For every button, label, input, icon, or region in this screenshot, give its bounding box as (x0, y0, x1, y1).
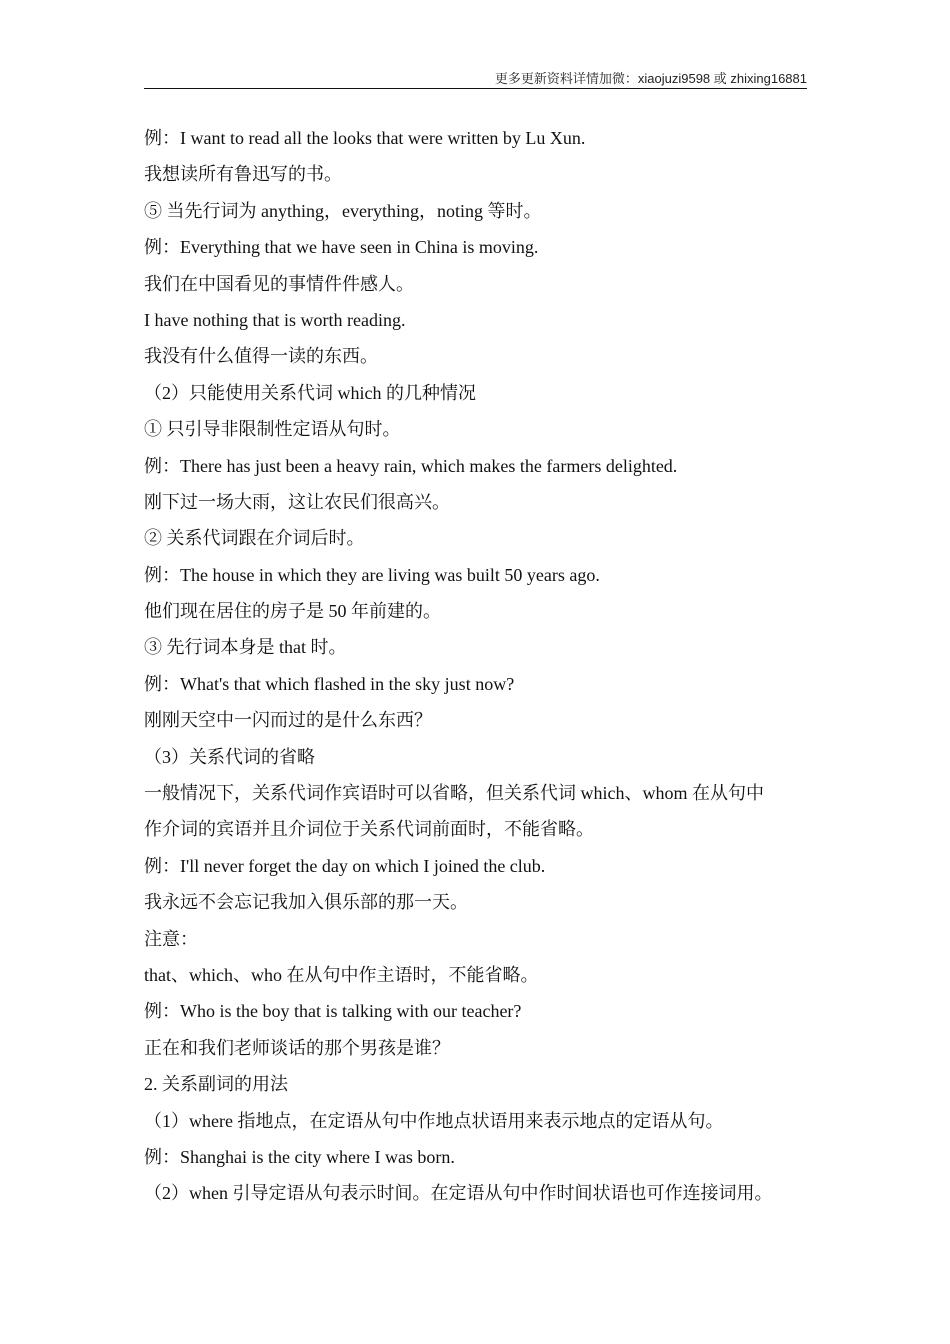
text-line: 例：Everything that we have seen in China is moving. (144, 237, 539, 258)
text-line: （2）when 引导定语从句表示时间。在定语从句中作时间状语也可作连接词用。 (144, 1183, 773, 1204)
text-line: 我想读所有鲁迅写的书。 (144, 164, 342, 185)
text-line: 例：There has just been a heavy rain, which makes the farmers delighted. (144, 455, 678, 476)
text-line: 例：I want to read all the looks that were written by Lu Xun. (144, 128, 586, 148)
text-line: 作介词的宾语并且介词位于关系代词前面时，不能省略。 (144, 819, 594, 840)
text-line: ③ 先行词本身是 that 时。 (144, 637, 347, 658)
header-text: 更多更新资料详情加微：xiaojuzi9598 或 zhixing16881 (494, 71, 807, 86)
text-line: ② 关系代词跟在介词后时。 (144, 528, 365, 549)
text-line: 我永远不会忘记我加入俱乐部的那一天。 (144, 892, 468, 913)
text-line: 我们在中国看见的事情件件感人。 (144, 273, 414, 294)
text-line: 我没有什么值得一读的东西。 (144, 346, 378, 367)
text-line: 例：I'll never forget the day on which I joined the club. (144, 855, 546, 876)
document-body (144, 120, 814, 1212)
text-line: ① 只引导非限制性定语从句时。 (144, 419, 401, 440)
text-line: 刚刚天空中一闪而过的是什么东西？ (144, 710, 432, 731)
text-line: （1）where 指地点，在定语从句中作地点状语用来表示地点的定语从句。 (144, 1110, 724, 1131)
text-line: 注意： (144, 928, 198, 949)
text-line: 正在和我们老师谈话的那个男孩是谁？ (144, 1037, 450, 1058)
text-line: 他们现在居住的房子是 50 年前建的。 (144, 601, 441, 622)
text-line: 例：Who is the boy that is talking with our teacher? (144, 1001, 522, 1022)
text-line: 例：The house in which they are living was built 50 years ago. (144, 564, 600, 585)
section-heading: 2. 关系副词的用法 (144, 1074, 288, 1095)
text-line: 一般情况下，关系代词作宾语时可以省略，但关系代词 which、whom 在从句中 (144, 783, 764, 804)
section-heading: （3）关系代词的省略 (144, 746, 315, 767)
section-heading: （2）只能使用关系代词 which 的几种情况 (144, 382, 476, 403)
page-header (144, 66, 807, 89)
text-line: that、which、who 在从句中作主语时，不能省略。 (144, 964, 539, 985)
text-line: 刚下过一场大雨，这让农民们很高兴。 (144, 491, 450, 512)
text-line: 例：Shanghai is the city where I was born. (144, 1146, 455, 1167)
text-line: I have nothing that is worth reading. (144, 309, 406, 330)
text-line: ⑤ 当先行词为 anything，everything，noting 等时。 (144, 200, 542, 221)
text-line: 例：What's that which flashed in the sky just now? (144, 673, 515, 694)
